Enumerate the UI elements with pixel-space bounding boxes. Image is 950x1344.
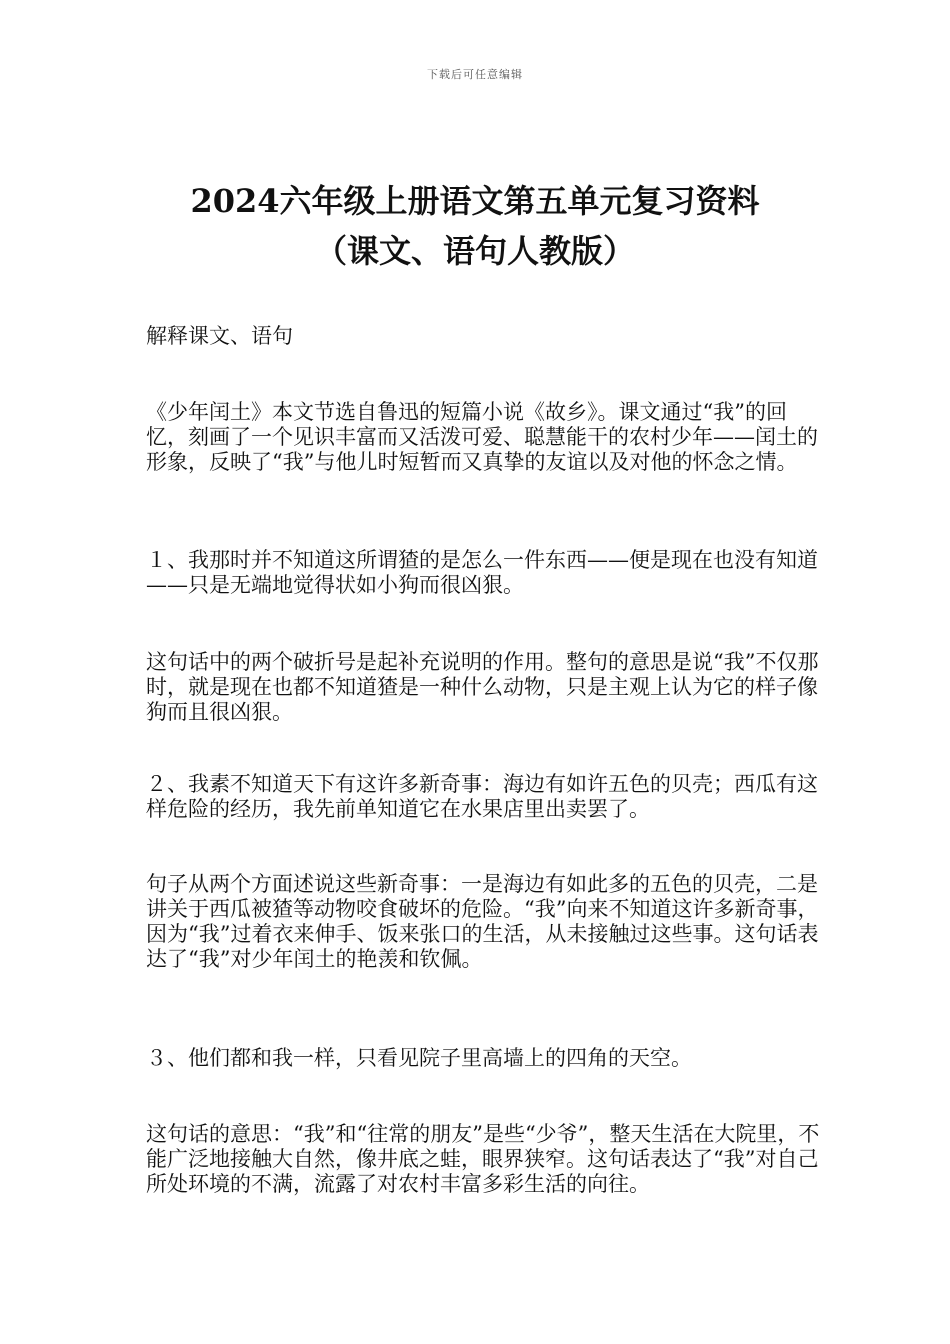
section-heading: 解释课文、语句: [146, 324, 293, 348]
title-line-2: （课文、语句人教版）: [314, 232, 635, 270]
header-note: 下载后可任意编辑: [427, 68, 523, 81]
title-line-1: 2024六年级上册语文第五单元复习资料: [190, 182, 760, 220]
explanation-3: 这句话的意思：“我”和“往常的朋友”是些“少爷”，整天生活在大院里，不能广泛地接触大自然，像井底之蛙，眼界狭窄。这句话表达了“我”对自己所处环境的不满，流露了对农村丰富多彩生活的向往。: [146, 1122, 820, 1196]
document-title: [100, 176, 850, 276]
explanation-2: 句子从两个方面述说这些新奇事：一是海边有如此多的五色的贝壳，二是讲关于西瓜被猹等动物咬食破坏的危险。“我”向来不知道这许多新奇事，因为“我”过着衣来伸手、饭来张口的生活，从未接触过这些事。这句话表达了“我”对少年闰土的艳羡和钦佩。: [146, 872, 819, 971]
sentence-2: ２、我素不知道天下有这许多新奇事：海边有如许五色的贝壳；西瓜有这样危险的经历，我先前单知道它在水果店里出卖罢了。: [146, 772, 818, 821]
sentence-1: １、我那时并不知道这所谓猹的是怎么一件东西——便是现在也没有知道——只是无端地觉得状如小狗而很凶狠。: [146, 548, 818, 597]
sentence-3: ３、他们都和我一样，只看见院子里高墙上的四角的天空。: [146, 1046, 692, 1070]
explanation-1: 这句话中的两个破折号是起补充说明的作用。整句的意思是说“我”不仅那时，就是现在也都不知道猹是一种什么动物，只是主观上认为它的样子像狗而且很凶狠。: [146, 650, 819, 724]
paragraph-intro: 《少年闰土》本文节选自鲁迅的短篇小说《故乡》。课文通过“我”的回忆，刻画了一个见识丰富而又活泼可爱、聪慧能干的农村少年——闰土的形象，反映了“我”与他儿时短暂而又真挚的友谊以及对他的怀念之情。: [146, 400, 818, 474]
